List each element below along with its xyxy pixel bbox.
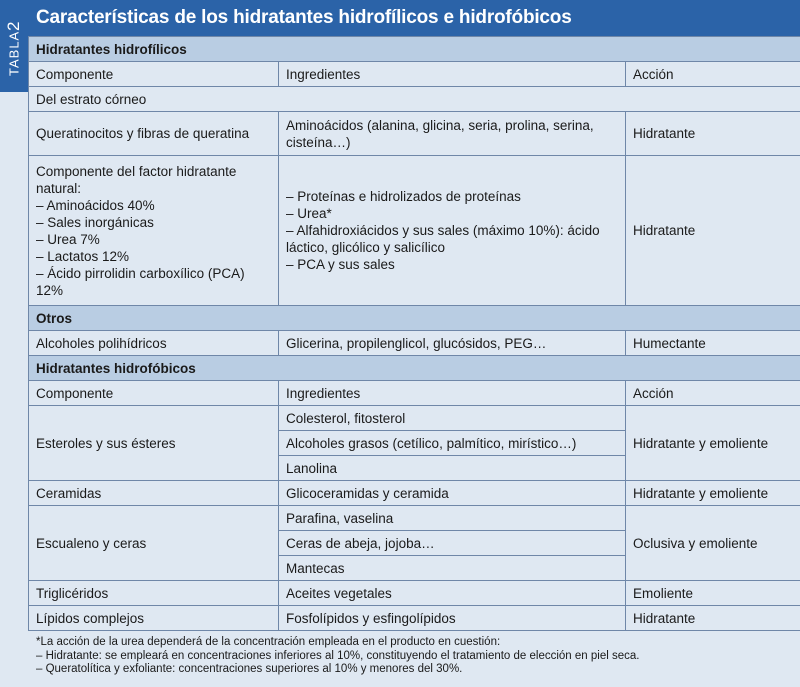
section-header-other <box>29 306 800 331</box>
action-cell: Emoliente <box>626 581 800 606</box>
side-strip <box>0 0 28 687</box>
ingredients-cell: Aceites vegetales <box>279 581 626 606</box>
action-cell: Oclusiva y emoliente <box>626 506 800 581</box>
component-line: – Lactatos 12% <box>36 248 130 264</box>
ingredients-cell: Lanolina <box>279 456 626 481</box>
ingredients-cell: Aminoácidos (alanina, glicina, seria, prolina, serina, cisteína…) <box>279 112 626 156</box>
footnote-line: *La acción de la urea dependerá de la concentración empleada en el producto en cuestión: <box>36 636 501 648</box>
section-heading: Otros <box>29 306 800 331</box>
action-cell: Humectante <box>626 331 800 356</box>
component-line: – Sales inorgánicas <box>36 214 154 230</box>
characteristics-table <box>28 36 800 631</box>
subheading-row <box>29 87 800 112</box>
ingredients-cell: Mantecas <box>279 556 626 581</box>
table-row <box>29 506 800 531</box>
ingredients-cell: Ceras de abeja, jojoba… <box>279 531 626 556</box>
table-row <box>29 581 800 606</box>
section-heading: Hidratantes hidrofóbicos <box>29 356 800 381</box>
table-tab-number: 2 <box>4 20 23 31</box>
ingredient-line: – PCA y sus sales <box>286 257 395 272</box>
table-title: Características de los hidratantes hidrofílicos e hidrofóbicos <box>28 0 800 36</box>
column-header-row <box>29 381 800 406</box>
table-row <box>29 406 800 431</box>
ingredients-cell: Glicerina, propilenglicol, glucósidos, PEG… <box>279 331 626 356</box>
column-header-action: Acción <box>626 62 800 87</box>
table-row <box>29 156 800 306</box>
subheading: Del estrato córneo <box>29 87 800 112</box>
ingredients-cell: Alcoholes grasos (cetílico, palmítico, mirístico…) <box>279 431 626 456</box>
section-header-hydrophobic <box>29 356 800 381</box>
component-cell: Esteroles y sus ésteres <box>29 406 279 481</box>
column-header-component: Componente <box>29 381 279 406</box>
component-line: Componente del factor hidratante natural: <box>36 163 237 196</box>
component-cell: Ceramidas <box>29 481 279 506</box>
footnotes <box>28 631 800 677</box>
ingredients-cell: Fosfolípidos y esfingolípidos <box>279 606 626 631</box>
column-header-ingredients: Ingredientes <box>279 381 626 406</box>
footnote-line: – Queratolítica y exfoliante: concentraciones superiores al 10% y menores del 30%. <box>36 663 463 675</box>
ingredients-cell <box>279 156 626 306</box>
component-line: – Urea 7% <box>36 231 100 247</box>
component-cell: Lípidos complejos <box>29 606 279 631</box>
table-row <box>29 606 800 631</box>
component-cell: Alcoholes polihídricos <box>29 331 279 356</box>
ingredient-line: – Urea* <box>286 206 332 221</box>
action-cell: Hidratante y emoliente <box>626 406 800 481</box>
table-row <box>29 331 800 356</box>
table-tab-word: TABLA <box>6 30 22 76</box>
ingredient-line: – Proteínas e hidrolizados de proteínas <box>286 189 521 204</box>
ingredients-cell: Colesterol, fitosterol <box>279 406 626 431</box>
ingredients-cell: Glicoceramidas y ceramida <box>279 481 626 506</box>
component-cell <box>29 156 279 306</box>
column-header-row <box>29 62 800 87</box>
ingredient-line: – Alfahidroxiácidos y sus sales (máximo 10%): ácido láctico, glicólico y salicílico <box>286 223 600 255</box>
table-panel <box>28 0 800 687</box>
column-header-component: Componente <box>29 62 279 87</box>
column-header-action: Acción <box>626 381 800 406</box>
action-cell: Hidratante <box>626 156 800 306</box>
action-cell: Hidratante <box>626 606 800 631</box>
footnote-line: – Hidratante: se empleará en concentraciones inferiores al 10%, constituyendo el tratamiento de elección en piel seca. <box>36 649 640 662</box>
component-cell: Triglicéridos <box>29 581 279 606</box>
component-cell: Queratinocitos y fibras de queratina <box>29 112 279 156</box>
column-header-ingredients: Ingredientes <box>279 62 626 87</box>
ingredients-cell: Parafina, vaselina <box>279 506 626 531</box>
component-line: – Ácido pirrolidin carboxílico (PCA) 12% <box>36 265 245 298</box>
table-tab-label <box>2 2 26 90</box>
section-heading: Hidratantes hidrofílicos <box>29 37 800 62</box>
action-cell: Hidratante y emoliente <box>626 481 800 506</box>
table-tab <box>0 0 28 92</box>
section-header-hydrophilic <box>29 37 800 62</box>
component-line: – Aminoácidos 40% <box>36 197 155 213</box>
table-row <box>29 481 800 506</box>
action-cell: Hidratante <box>626 112 800 156</box>
component-cell: Escualeno y ceras <box>29 506 279 581</box>
table-row <box>29 112 800 156</box>
